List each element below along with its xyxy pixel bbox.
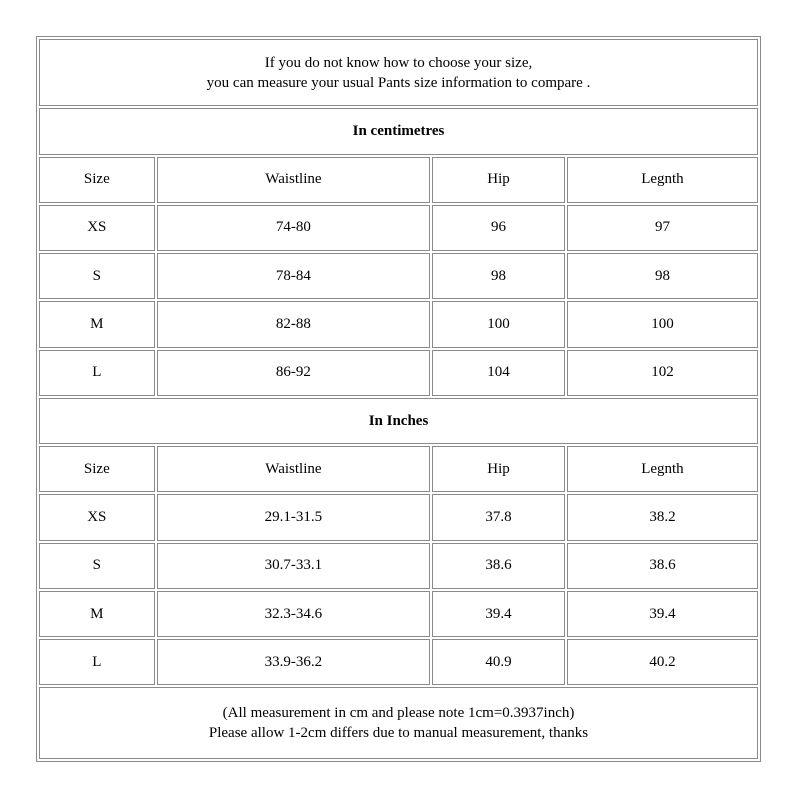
footer-row xyxy=(39,687,758,759)
footer-line-2: Please allow 1-2cm differs due to manual measurement, thanks xyxy=(208,725,589,742)
table-cell: 100 xyxy=(432,301,565,347)
footer-line-1: (All measurement in cm and please note 1cm=0.3937inch) xyxy=(222,705,575,722)
in-row-m xyxy=(39,591,758,637)
in-row-s xyxy=(39,543,758,589)
in-header-row xyxy=(39,446,758,492)
intro-note xyxy=(39,39,758,106)
cm-header-waistline: Waistline xyxy=(157,157,431,203)
table-cell: 40.9 xyxy=(432,639,565,685)
table-cell: L xyxy=(39,350,155,396)
footer-note xyxy=(39,687,758,759)
cm-header-size: Size xyxy=(39,157,155,203)
table-cell: 98 xyxy=(567,253,758,299)
table-cell: 30.7-33.1 xyxy=(157,543,431,589)
table-cell: 32.3-34.6 xyxy=(157,591,431,637)
intro-line-1: If you do not know how to choose your size, xyxy=(264,54,533,71)
table-cell: 39.4 xyxy=(432,591,565,637)
table-cell: M xyxy=(39,591,155,637)
size-chart-body xyxy=(39,39,758,759)
table-cell: M xyxy=(39,301,155,347)
table-cell: 86-92 xyxy=(157,350,431,396)
cm-header-length: Legnth xyxy=(567,157,758,203)
table-cell: 29.1-31.5 xyxy=(157,494,431,540)
table-cell: 82-88 xyxy=(157,301,431,347)
table-cell: 97 xyxy=(567,205,758,251)
table-cell: 33.9-36.2 xyxy=(157,639,431,685)
table-cell: 38.6 xyxy=(567,543,758,589)
in-row-xs xyxy=(39,494,758,540)
table-cell: 38.6 xyxy=(432,543,565,589)
table-cell: 100 xyxy=(567,301,758,347)
table-cell: L xyxy=(39,639,155,685)
cm-header-hip: Hip xyxy=(432,157,565,203)
table-cell: S xyxy=(39,253,155,299)
table-cell: 104 xyxy=(432,350,565,396)
in-header-hip: Hip xyxy=(432,446,565,492)
size-chart-table xyxy=(36,36,761,762)
cm-section-title: In centimetres xyxy=(39,108,758,154)
in-title-row xyxy=(39,398,758,444)
cm-title-row xyxy=(39,108,758,154)
table-cell: 39.4 xyxy=(567,591,758,637)
intro-row xyxy=(39,39,758,106)
table-cell: XS xyxy=(39,494,155,540)
in-header-waistline: Waistline xyxy=(157,446,431,492)
in-section-title: In Inches xyxy=(39,398,758,444)
table-cell: 102 xyxy=(567,350,758,396)
table-cell: 96 xyxy=(432,205,565,251)
cm-row-l xyxy=(39,350,758,396)
table-cell: XS xyxy=(39,205,155,251)
cm-row-s xyxy=(39,253,758,299)
cm-header-row xyxy=(39,157,758,203)
in-header-size: Size xyxy=(39,446,155,492)
table-cell: 40.2 xyxy=(567,639,758,685)
in-header-length: Legnth xyxy=(567,446,758,492)
cm-row-m xyxy=(39,301,758,347)
intro-line-2: you can measure your usual Pants size information to compare . xyxy=(206,74,591,91)
cm-row-xs xyxy=(39,205,758,251)
in-row-l xyxy=(39,639,758,685)
table-cell: 98 xyxy=(432,253,565,299)
table-cell: 74-80 xyxy=(157,205,431,251)
table-cell: S xyxy=(39,543,155,589)
table-cell: 38.2 xyxy=(567,494,758,540)
table-cell: 37.8 xyxy=(432,494,565,540)
table-cell: 78-84 xyxy=(157,253,431,299)
